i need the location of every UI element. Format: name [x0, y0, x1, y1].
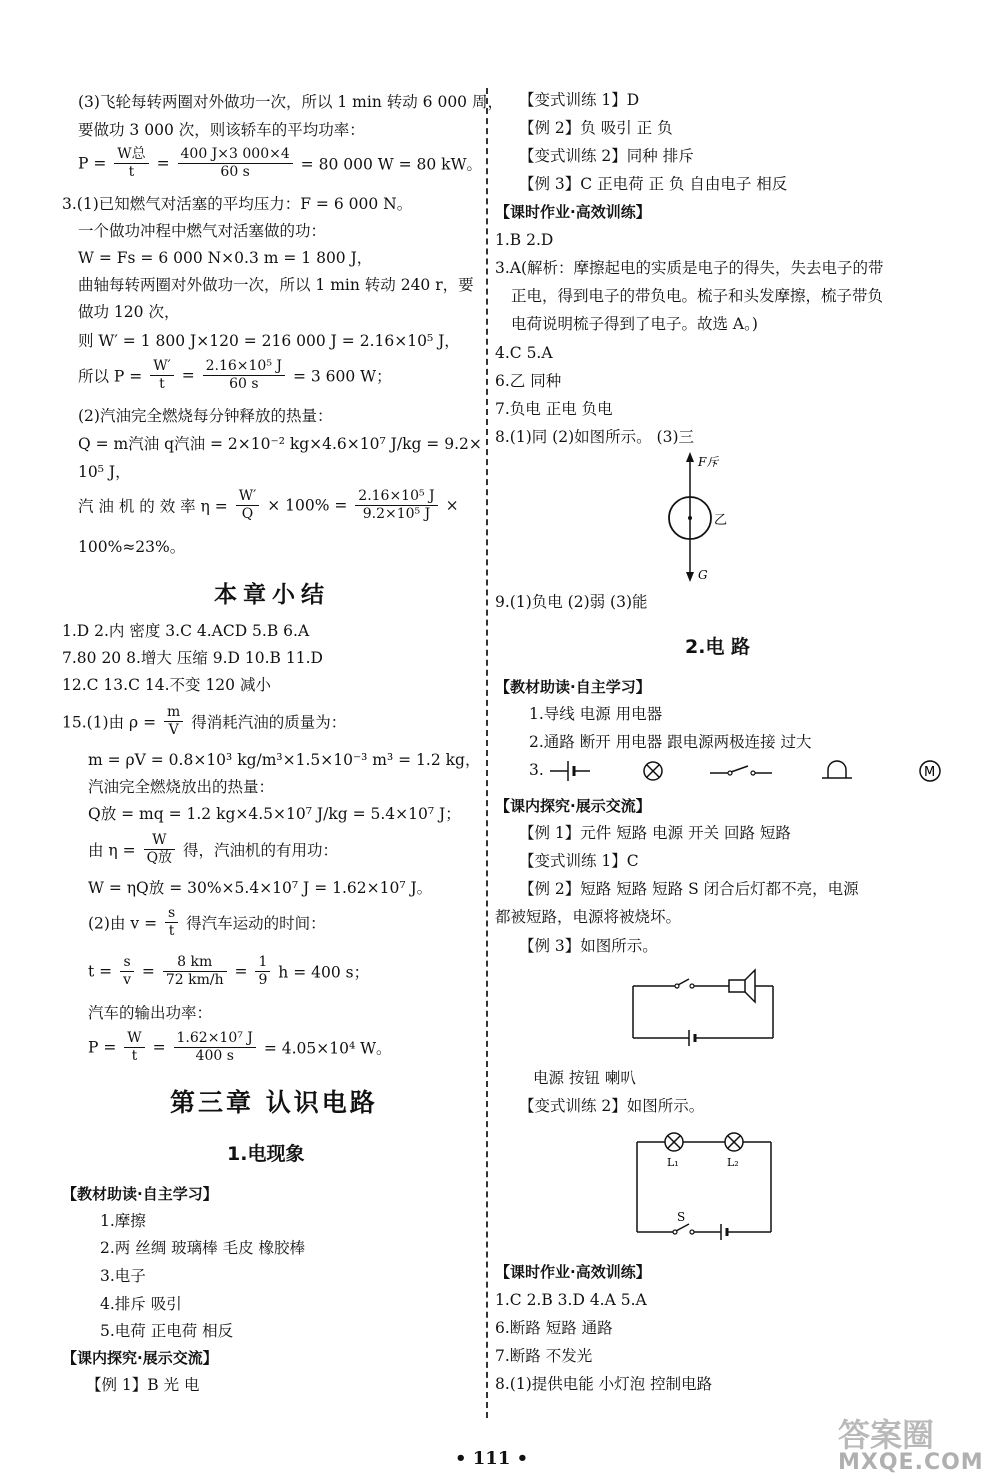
text-line: 做功 120 次，: [78, 303, 180, 321]
answer-line: 1.摩擦: [100, 1212, 146, 1230]
answer-line: 4.C 5.A: [495, 344, 553, 362]
answer-line: 【例 2】负 吸引 正 负: [519, 119, 673, 137]
subsection-label: 【课内探究·展示交流】: [495, 797, 651, 815]
answer-line: 【例 3】如图所示。: [519, 937, 658, 955]
page-number: • 111 •: [455, 1448, 529, 1469]
circuit-speaker-diagram: [625, 962, 785, 1054]
answer-line: 12.C 13.C 14.不变 120 减小: [62, 676, 271, 694]
text-line: 则 W′ = 1 800 J×120 = 216 000 J = 2.16×10⁵ J，: [78, 332, 460, 350]
force-diagram: [660, 450, 740, 585]
watermark-url: MXQE.COM: [838, 1450, 984, 1475]
subsection-label: 【教材助读·自主学习】: [62, 1185, 218, 1203]
section-title: 2.电 路: [685, 636, 751, 658]
answer-line: 电荷说明梳子得到了电子。故选 A。): [511, 315, 758, 333]
text-line: 一个做功冲程中燃气对活塞做的功：: [78, 222, 327, 240]
lamp-label-1: L₁: [667, 1156, 679, 1169]
subsection-label: 【教材助读·自主学习】: [495, 678, 651, 696]
text-line: 100%≈23%。: [78, 538, 186, 556]
answer-line: 6.乙 同种: [495, 372, 562, 390]
formula-velocity: (2)由 v = $\frac{s}{t}$ 得汽车运动的时间：: [88, 905, 326, 939]
text-line: m = ρV = 0.8×10³ kg/m³×1.5×10⁻³ m³ = 1.2 kg，: [88, 751, 481, 769]
switch-symbol: [710, 766, 772, 775]
text-line: 要做功 3 000 次，则该轿车的平均功率：: [78, 121, 365, 139]
answer-line: 1.C 2.B 3.D 4.A 5.A: [495, 1291, 647, 1309]
ball-label: 乙: [714, 513, 728, 528]
answer-line: 电源 按钮 喇叭: [533, 1069, 636, 1087]
answer-line: 都被短路，电源将被烧坏。: [495, 908, 682, 926]
subsection-label: 【课内探究·展示交流】: [62, 1349, 218, 1367]
answer-line: 【例 3】C 正电荷 正 负 自由电子 相反: [519, 175, 788, 193]
answer-line: 7.负电 正电 负电: [495, 400, 613, 418]
text-line: 汽车的输出功率：: [88, 1004, 213, 1022]
battery-symbol: [550, 761, 590, 781]
motor-symbol: [920, 761, 940, 781]
answer-line: 9.(1)负电 (2)弱 (3)能: [495, 593, 648, 611]
answer-line: 【变式训练 2】如图所示。: [519, 1097, 705, 1115]
answer-line: 【例 1】元件 短路 电源 开关 回路 短路: [519, 824, 791, 842]
answer-line: 2.两 丝绸 玻璃棒 毛皮 橡胶棒: [100, 1239, 305, 1257]
answer-line: 【变式训练 1】C: [519, 852, 639, 870]
text-line: Q放 = mq = 1.2 kg×4.5×10⁷ J/kg = 5.4×10⁷ J；: [88, 805, 461, 823]
answer-line: 3.电子: [100, 1267, 146, 1285]
answer-line: 3.: [529, 761, 544, 779]
formula-efficiency: 汽 油 机 的 效 率 η = $\frac{W'}{Q}$ × 100% = $\frac{\text{2.16×10⁵ J}}{\text{9.2×10⁵ J}}$ ×: [78, 488, 459, 522]
formula-density: 15.(1)由 ρ = $\frac{m}{V}$ 得消耗汽油的质量为：: [62, 704, 347, 738]
formula-output-power: P = $\frac{W}{t}$ = $\frac{\text{1.62×10⁷ J}}{400 s}$ = 4.05×10⁴ W。: [88, 1030, 392, 1064]
answer-line: 1.B 2.D: [495, 231, 554, 249]
formula-power-2: 所以 P = $\frac{W'}{t}$ = $\frac{\text{2.16×10⁵ J}}{60 s}$ = 3 600 W；: [78, 358, 392, 392]
formula-time: t = $\frac{s}{v}$ = $\frac{8 km}{72 km/h}$ = $\frac{1}{9}$ h = 400 s；: [88, 954, 370, 988]
text-line: 曲轴每转两圈对外做功一次，所以 1 min 转动 240 r，要: [78, 276, 474, 294]
watermark-logo: 答案圈: [838, 1416, 935, 1454]
force-label-gravity: G: [698, 568, 708, 582]
column-divider: [486, 88, 488, 1418]
answer-line: 7.80 20 8.增大 压缩 9.D 10.B 11.D: [62, 649, 323, 667]
text-line: 10⁵ J，: [78, 463, 131, 481]
answer-line: 1.D 2.内 密度 3.C 4.ACD 5.B 6.A: [62, 622, 310, 640]
text-line: Q = m汽油 q汽油 = 2×10⁻² kg×4.6×10⁷ J/kg = 9.2×: [78, 435, 482, 453]
lamp-symbol: [644, 762, 662, 780]
force-label-repel: F斥: [698, 455, 719, 469]
answer-line: 8.(1)提供电能 小灯泡 控制电路: [495, 1375, 713, 1393]
formula-power: P = $\frac{\text{W总}}{t}$ = $\frac{400 J\times 3 000\times 4}{60 s}$ = 80 000 W = 80 kW。: [78, 146, 482, 180]
section-heading: 本章小结: [214, 582, 330, 608]
answer-line: 3.A(解析：摩擦起电的实质是电子的得失，失去电子的带: [495, 259, 884, 277]
circuit-lamps-diagram: [625, 1122, 785, 1242]
text-line: 3.(1)已知燃气对活塞的平均压力：F = 6 000 N。: [62, 195, 413, 213]
subsection-label: 【课时作业·高效训练】: [495, 203, 651, 221]
answer-line: 4.排斥 吸引: [100, 1295, 182, 1313]
answer-line: 【变式训练 2】同种 排斥: [519, 147, 694, 165]
answer-line: 【例 1】B 光 电: [86, 1376, 200, 1394]
section-title: 1.电现象: [227, 1143, 305, 1165]
text-line: 汽油完全燃烧放出的热量：: [88, 778, 275, 796]
subsection-label: 【课时作业·高效训练】: [495, 1263, 651, 1281]
chapter-title: 第三章 认识电路: [170, 1088, 378, 1117]
answer-line: 7.断路 不发光: [495, 1347, 593, 1365]
text-line: W = Fs = 6 000 N×0.3 m = 1 800 J，: [78, 249, 373, 267]
text-line: W = ηQ放 = 30%×5.4×10⁷ J = 1.62×10⁷ J。: [88, 879, 433, 897]
answer-line: 6.断路 短路 通路: [495, 1319, 613, 1337]
text-line: (3)飞轮每转两圈对外做功一次，所以 1 min 转动 6 000 周，: [78, 93, 503, 111]
bell-symbol: [822, 761, 852, 778]
answer-line: 正电，得到电子的带负电。梳子和头发摩擦，梳子带负: [511, 287, 884, 305]
answer-line: 【例 2】短路 短路 短路 S 闭合后灯都不亮，电源: [519, 880, 859, 898]
text-line: (2)汽油完全燃烧每分钟释放的热量：: [78, 407, 333, 425]
switch-label: S: [677, 1210, 686, 1224]
lamp-label-2: L₂: [727, 1156, 739, 1169]
answer-line: 2.通路 断开 用电器 跟电源两极连接 过大: [529, 733, 812, 751]
circuit-symbols: [550, 758, 950, 784]
formula-useful-work: 由 η = $\frac{W}{\text{Q放}}$ 得，汽油机的有用功：: [88, 832, 338, 866]
answer-line: 1.导线 电源 用电器: [529, 705, 663, 723]
svg-text:M: M: [924, 765, 936, 780]
answer-line: 【变式训练 1】D: [519, 91, 640, 109]
answer-line: 8.(1)同 (2)如图所示。 (3)三: [495, 428, 695, 446]
answer-line: 5.电荷 正电荷 相反: [100, 1322, 234, 1340]
